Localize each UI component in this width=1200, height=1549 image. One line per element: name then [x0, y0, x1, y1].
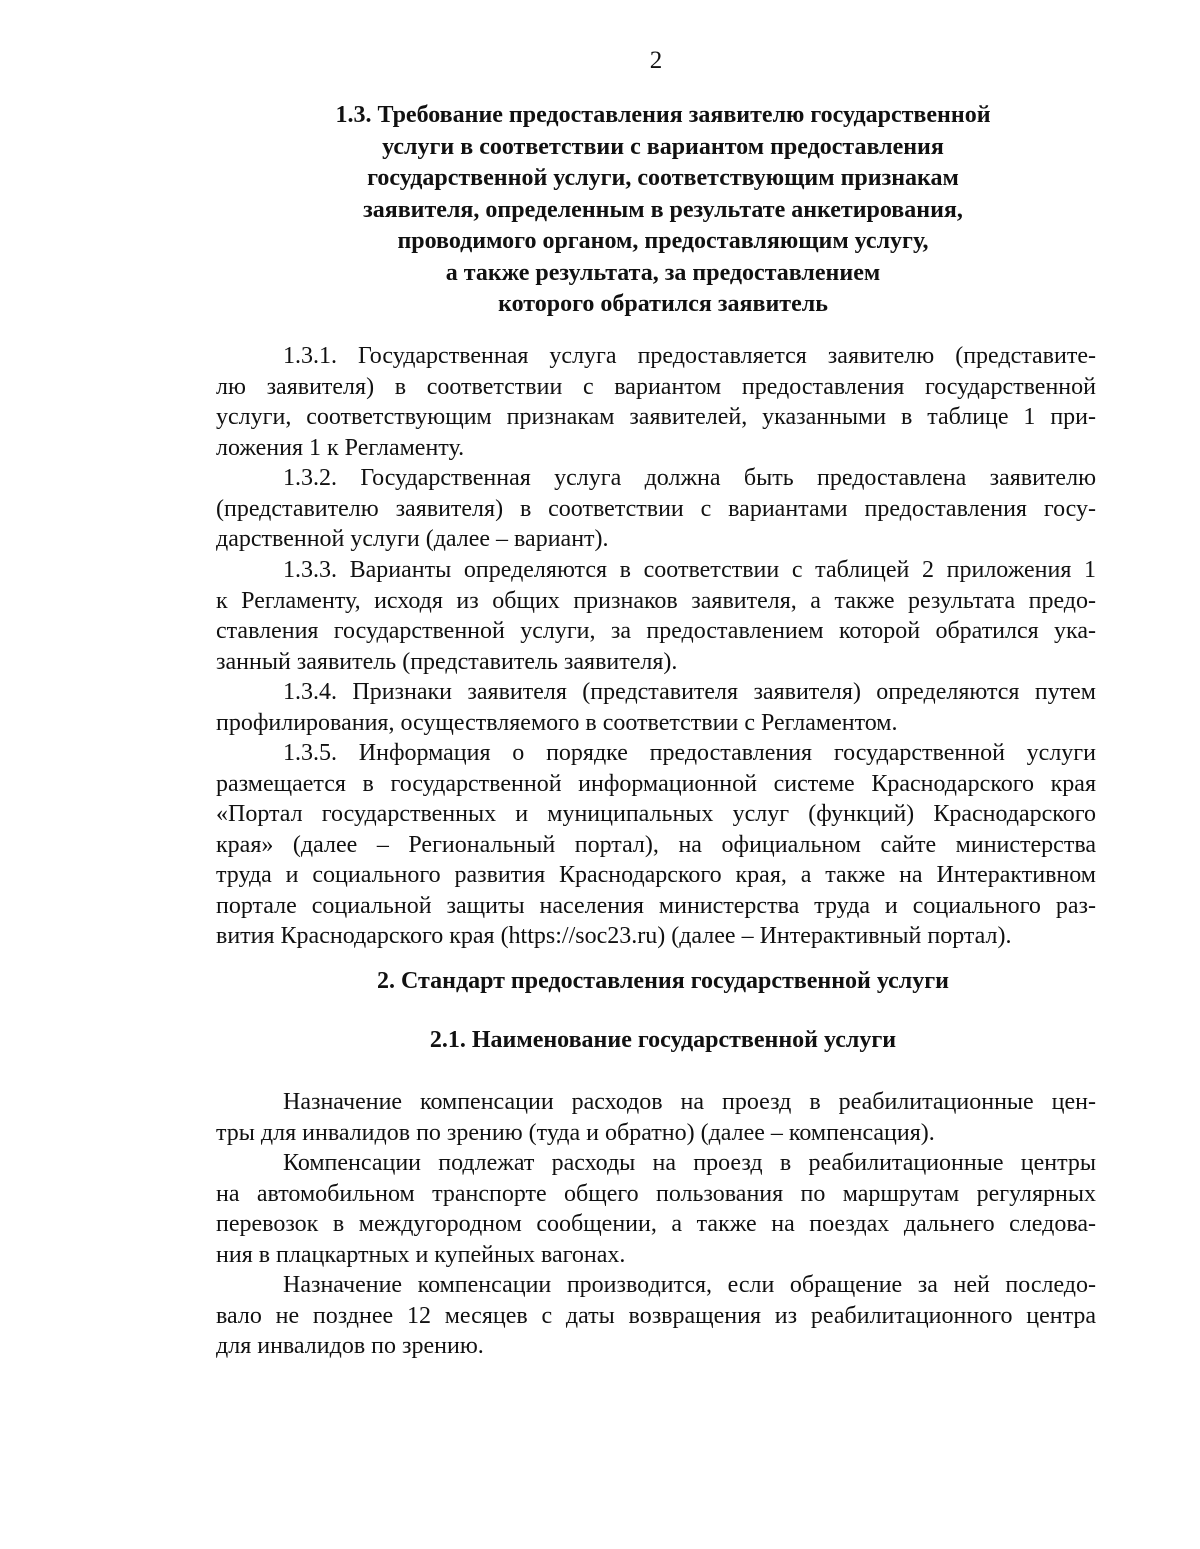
- text-line: вало не позднее 12 месяцев с даты возвращения из реабилитационного центра: [216, 1302, 1096, 1329]
- text-line: Назначение компенсации расходов на проезд в реабилитационные цен-: [283, 1089, 1096, 1115]
- paragraph-1-3-4: [216, 677, 1096, 738]
- text-line: дарственной услуги (далее – вариант).: [216, 526, 609, 552]
- text-line: края» (далее – Региональный портал), на официальном сайте министерства: [216, 831, 1096, 858]
- text-line: 1.3.2. Государственная услуга должна быть предоставлена заявителю: [283, 465, 1096, 491]
- text-line: занный заявитель (представитель заявителя).: [216, 648, 678, 675]
- text-line: ложения 1 к Регламенту.: [216, 434, 465, 461]
- text-line: профилирования, осуществляемого в соответствии с Регламентом.: [216, 709, 898, 736]
- paragraph-2-1-2: [216, 1148, 1096, 1270]
- text-line: Компенсации подлежат расходы на проезд в реабилитационные центры: [283, 1150, 1096, 1176]
- heading-line: заявителя, определенным в результате анкетирования,: [363, 196, 963, 223]
- text-line: ставления государственной услуги, за предоставлением которой обратился ука-: [216, 618, 1096, 644]
- text-line: ния в плацкартных и купейных вагонах.: [216, 1241, 626, 1268]
- heading-line: 1.3. Требование предоставления заявителю государственной: [335, 102, 991, 128]
- text-line: услуги, соответствующим признакам заявителей, указанными в таблице 1 при-: [216, 404, 1096, 430]
- paragraph-2-1-1: [216, 1087, 1096, 1148]
- section-2-heading: [0, 966, 1200, 998]
- text-line: размещается в государственной информационной системе Краснодарского края: [216, 770, 1096, 797]
- section-1-3-heading: [0, 100, 1200, 321]
- text-line: тры для инвалидов по зрению (туда и обратно) (далее – компенсация).: [216, 1119, 935, 1146]
- heading-line: 2.1. Наименование государственной услуги: [429, 1027, 897, 1053]
- text-line: лю заявителя) в соответствии с вариантом предоставления государственной: [216, 373, 1096, 400]
- text-line: перевозок в междугородном сообщении, а также на поездах дальнего следова-: [216, 1211, 1096, 1237]
- text-line: труда и социального развития Краснодарского края, а также на Интерактивном: [216, 862, 1096, 888]
- paragraph-1-3-3: [216, 555, 1096, 677]
- text-line: 1.3.5. Информация о порядке предоставления государственной услуги: [283, 740, 1096, 766]
- text-line: на автомобильном транспорте общего пользования по маршрутам регулярных: [216, 1180, 1096, 1207]
- text-line: 1.3.1. Государственная услуга предоставляется заявителю (представите-: [283, 343, 1096, 369]
- text-line: к Регламенту, исходя из общих признаков заявителя, а также результата предо-: [216, 587, 1096, 614]
- heading-line: которого обратился заявитель: [498, 291, 828, 317]
- text-line: для инвалидов по зрению.: [216, 1333, 484, 1359]
- text-line: Назначение компенсации производится, если обращение за ней последо-: [283, 1272, 1096, 1298]
- heading-line: проводимого органом, предоставляющим услугу,: [397, 228, 929, 254]
- paragraph-1-3-1: [216, 341, 1096, 463]
- page-number: 2: [649, 47, 663, 74]
- text-line: портале социальной защиты населения министерства труда и социального раз-: [216, 892, 1096, 919]
- text-line: «Портал государственных и муниципальных услуг (функций) Краснодарского: [216, 801, 1096, 827]
- text-line: вития Краснодарского края (https://soc23.ru) (далее – Интерактивный портал).: [216, 923, 1012, 949]
- text-line: (представителю заявителя) в соответствии с вариантами предоставления госу-: [216, 495, 1096, 522]
- section-2-1-heading: [0, 1025, 1200, 1057]
- paragraph-2-1-3: [216, 1270, 1096, 1362]
- paragraph-1-3-2: [216, 463, 1096, 555]
- heading-line: 2. Стандарт предоставления государственной услуги: [377, 968, 949, 994]
- heading-line: а также результата, за предоставлением: [445, 259, 881, 286]
- heading-line: услуги в соответствии с вариантом предоставления: [382, 133, 944, 160]
- heading-line: государственной услуги, соответствующим признакам: [367, 165, 959, 191]
- paragraph-1-3-5: [216, 738, 1096, 952]
- text-line: 1.3.4. Признаки заявителя (представителя заявителя) определяются путем: [283, 679, 1096, 705]
- text-line: 1.3.3. Варианты определяются в соответствии с таблицей 2 приложения 1: [283, 557, 1096, 583]
